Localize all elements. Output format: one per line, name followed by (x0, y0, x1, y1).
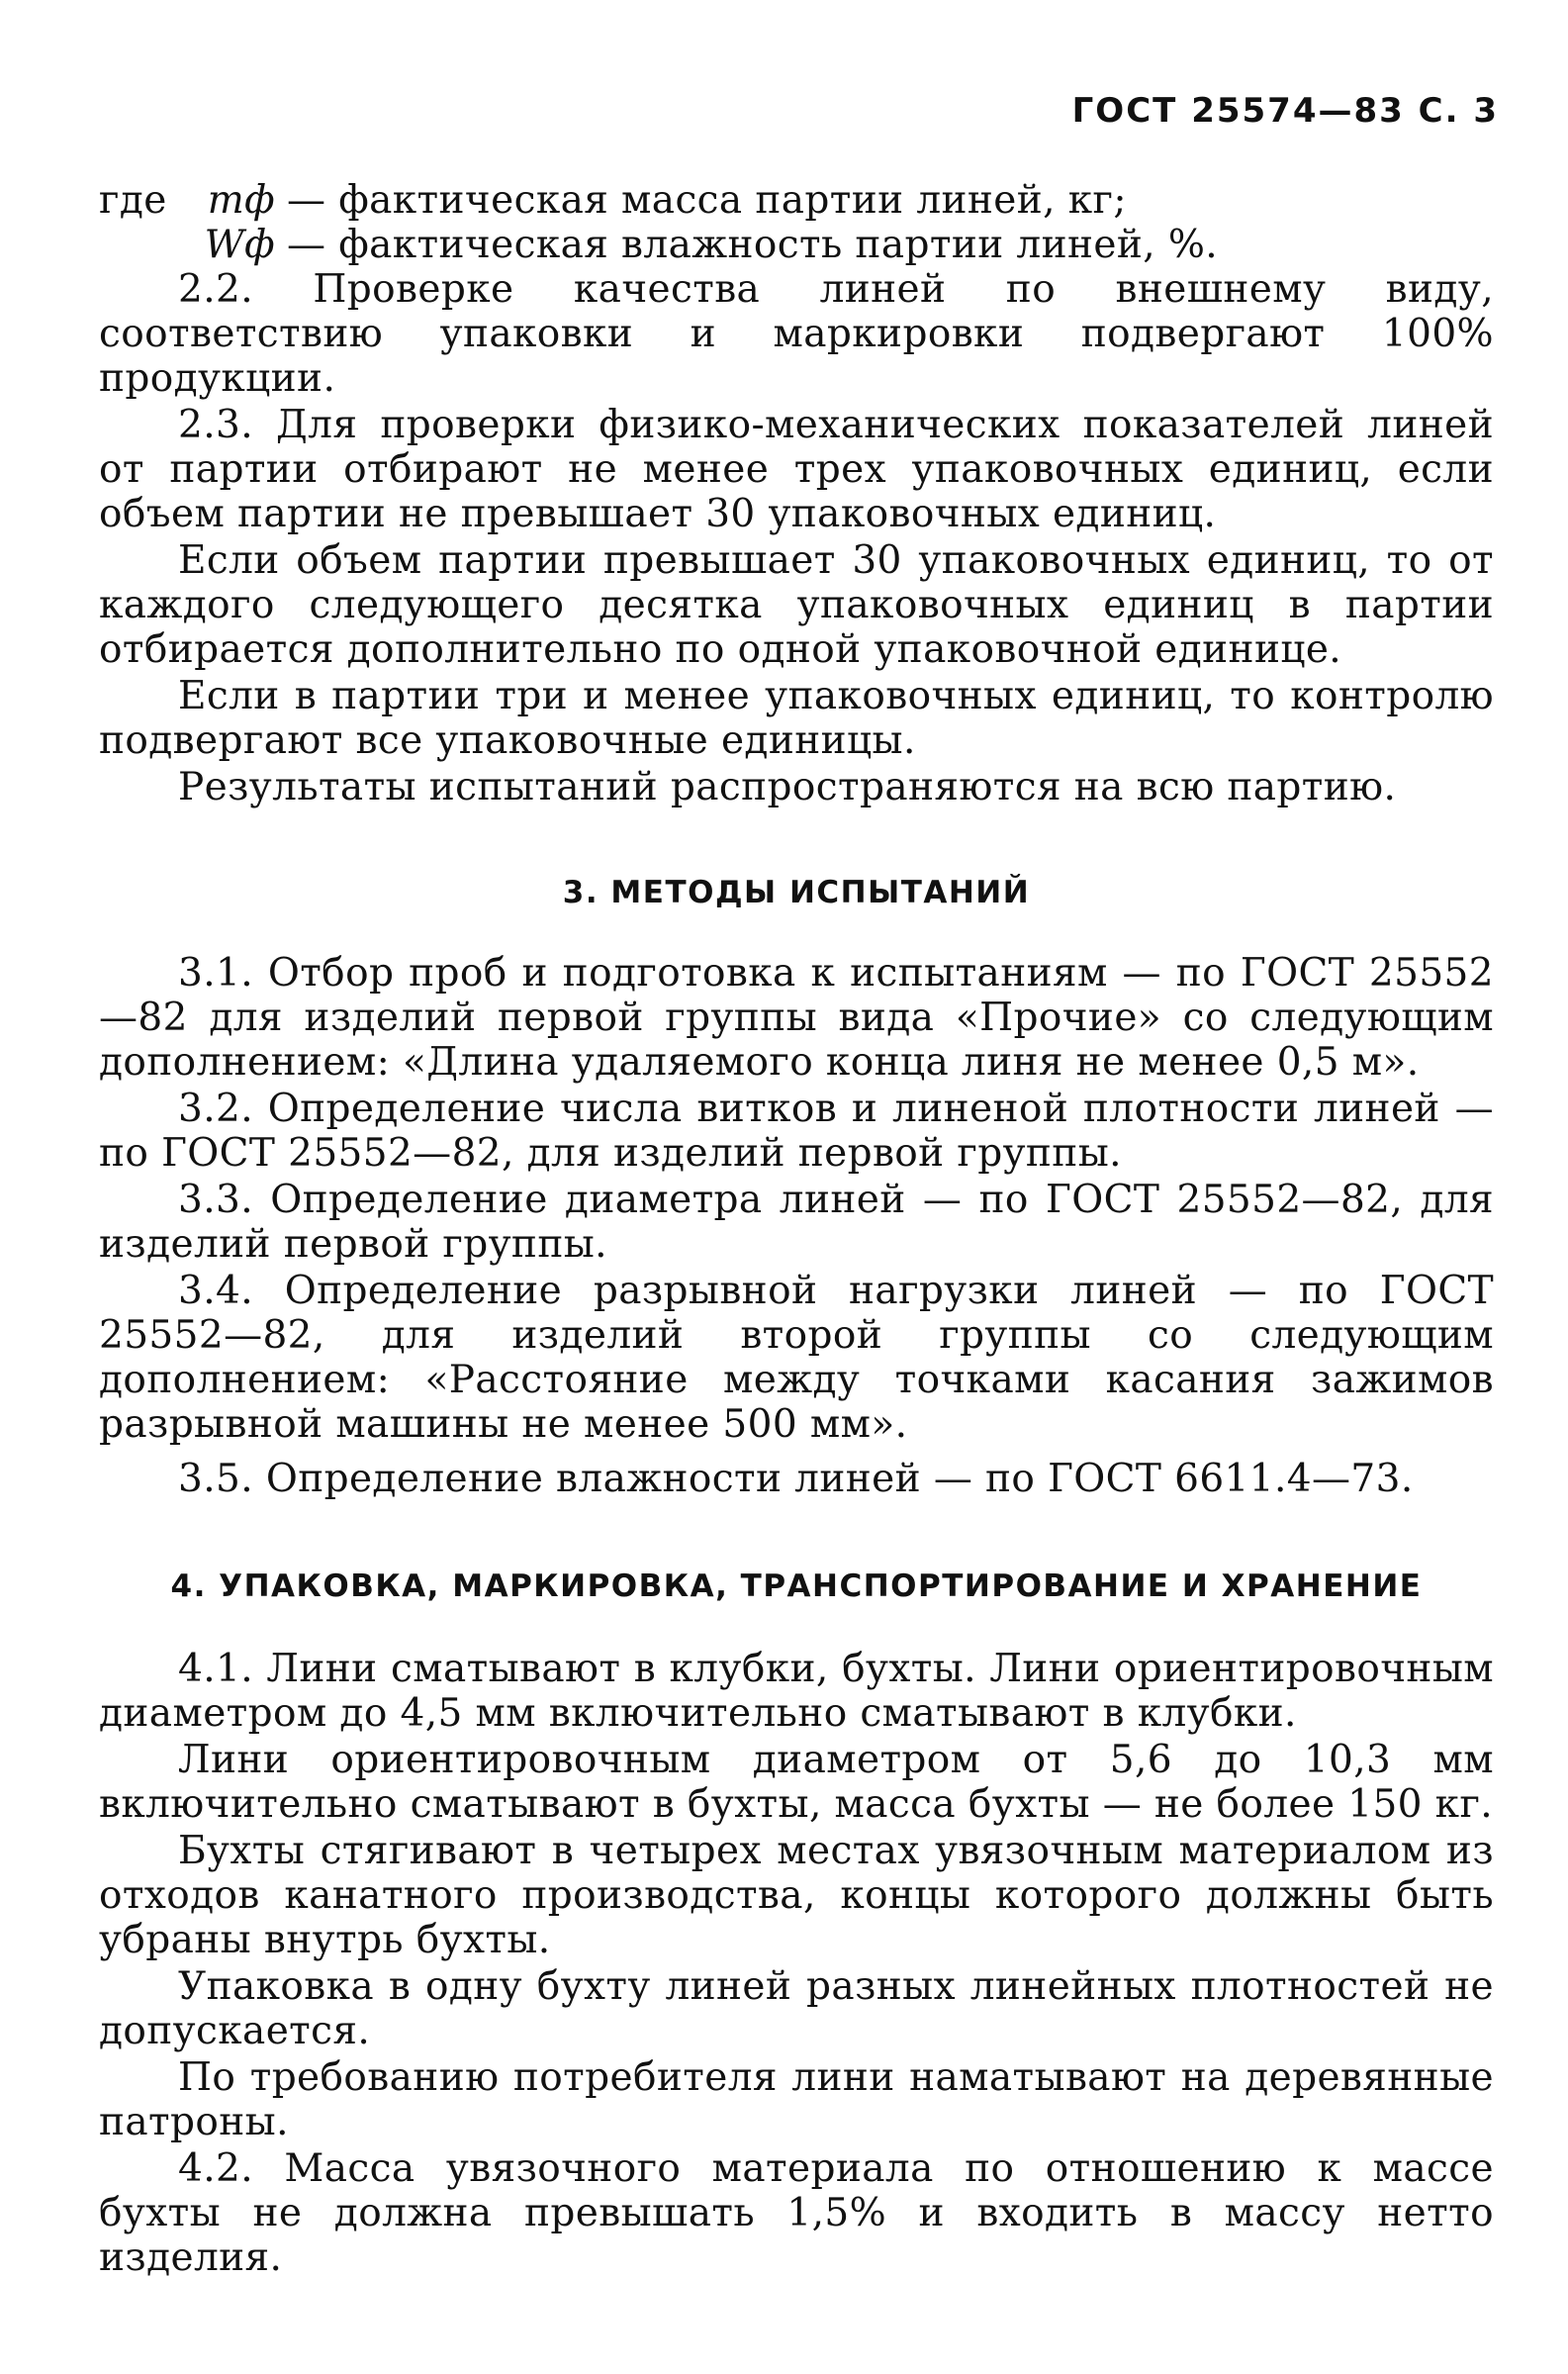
definition-text: — фактическая влажность партии линей, %. (287, 223, 1219, 267)
paragraph-4-1-e: По требованию потребителя лини наматывают на деревянные патроны. (99, 2055, 1494, 2144)
paragraph-4-1-b: Лини ориентировочным диаметром от 5,6 до 10,3 мм включительно сматывают в бухты, масса бухты — не более 150 кг. (99, 1738, 1494, 1827)
definition-symbol: mф (207, 178, 275, 223)
paragraph-2-3-d: Результаты испытаний распространяются на всю партию. (178, 765, 1397, 809)
paragraph-2-3-b: Если объем партии превышает 30 упаковочных единиц, то от каждого следующего десятка упаковочных единиц в партии отбирается дополнительно по одной упаковочной единице. (99, 538, 1494, 672)
paragraph-2-2: 2.2. Проверке качества линей по внешнему виду, соответствию упаковки и маркировки подвергают 100% продукции. (99, 267, 1494, 401)
paragraph-4-1-c: Бухты стягивают в четырех местах увязочным материалом из отходов канатного производства, концы которого должны быть убраны внутрь бухты. (99, 1829, 1494, 1962)
page-header: ГОСТ 25574—83 С. 3 (1071, 91, 1499, 131)
section-heading-3: 3. МЕТОДЫ ИСПЫТАНИЙ (562, 875, 1031, 910)
paragraph-4-1-d: Упаковка в одну бухту линей разных линейных плотностей не допускается. (99, 1964, 1494, 2053)
paragraph-3-5: 3.5. Определение влажности линей — по ГОСТ 6611.4—73. (178, 1457, 1414, 1501)
paragraph-2-3-c: Если в партии три и менее упаковочных единиц, то контролю подвергают все упаковочные единицы. (99, 674, 1494, 763)
section-heading-4: 4. УПАКОВКА, МАРКИРОВКА, ТРАНСПОРТИРОВАНИЕ И ХРАНЕНИЕ (170, 1568, 1423, 1604)
definition-text: — фактическая масса партии линей, кг; (287, 178, 1127, 223)
page-content (99, 178, 1494, 2282)
definition-label: где (99, 178, 167, 223)
definition-line (99, 178, 1494, 223)
paragraph-2-3: 2.3. Для проверки физико-механических показателей линей от партии отбирают не менее трех упаковочных единиц, если объем партии не превышает 30 упаковочных единиц. (99, 403, 1494, 536)
definition-line (99, 223, 1494, 267)
paragraph-3-1: 3.1. Отбор проб и подготовка к испытаниям — по ГОСТ 25552—82 для изделий первой группы вида «Прочие» со следующим дополнением: «Длина удаляемого конца линя не менее 0,5 м». (99, 951, 1494, 1085)
paragraph-4-2: 4.2. Масса увязочного материала по отношению к массе бухты не должна превышать 1,5% и входить в массу нетто изделия. (99, 2146, 1494, 2280)
paragraph-3-4: 3.4. Определение разрывной нагрузки линей — по ГОСТ 25552—82, для изделий второй группы со следующим дополнением: «Расстояние между точками касания зажимов разрывной машины не менее 500 мм». (99, 1269, 1494, 1447)
paragraph-3-2: 3.2. Определение числа витков и линеной плотности линей — по ГОСТ 25552—82, для изделий первой группы. (99, 1087, 1494, 1176)
definition-symbol: Wф (204, 223, 275, 267)
paragraph-3-3: 3.3. Определение диаметра линей — по ГОСТ 25552—82, для изделий первой группы. (99, 1178, 1494, 1267)
paragraph-4-1: 4.1. Лини сматывают в клубки, бухты. Лини ориентировочным диаметром до 4,5 мм включительно сматывают в клубки. (99, 1647, 1494, 1736)
